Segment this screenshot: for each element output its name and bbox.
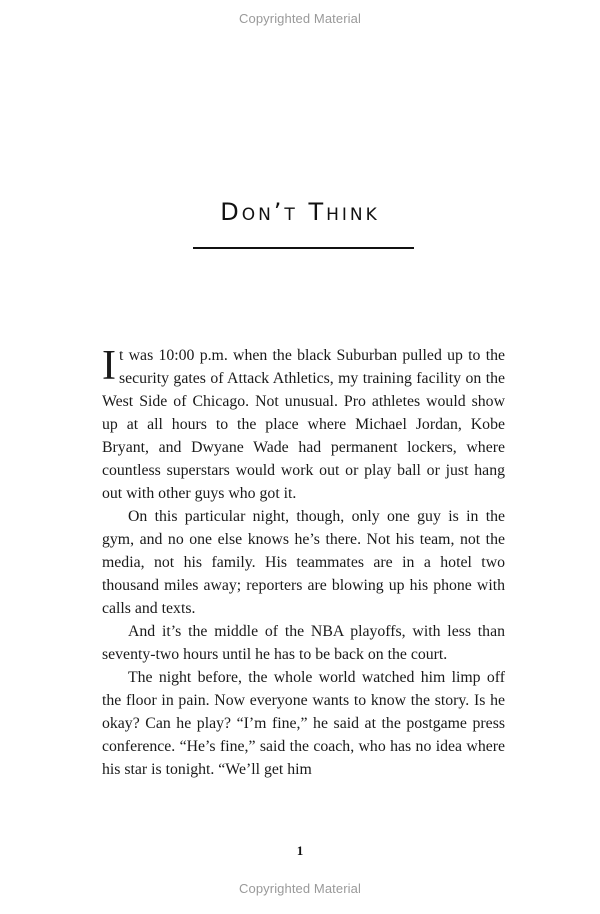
copyright-watermark-top: Copyrighted Material	[239, 11, 361, 26]
paragraph-2: On this particular night, though, only one guy is in the gym, and no one else knows he’s there. Not his team, not the media, not his family. His teammates are in a hotel two thousand miles away; reporters are blowing up his phone with calls and texts.	[102, 508, 505, 617]
copyright-watermark-bottom: Copyrighted Material	[239, 881, 361, 896]
page-number: 1	[296, 843, 304, 858]
chapter-title: Don’t Think	[220, 198, 380, 226]
drop-cap: I	[102, 343, 116, 389]
title-divider	[193, 247, 414, 249]
paragraph-3: And it’s the middle of the NBA playoffs, with less than seventy-two hours until he has to be back on the court.	[102, 623, 505, 663]
paragraph-1	[102, 344, 505, 505]
paragraph-1-text: t was 10:00 p.m. when the black Suburban pulled up to the security gates of Attack Athletics, my training facility on the West Side of Chicago. Not unusual. Pro athletes would show up at all hours to the place where Michael Jordan, Kobe Bryant, and Dwyane Wade had permanent lockers, where countless superstars would work out or play ball or just hang out with other guys who got it.	[102, 347, 505, 502]
paragraph-4: The night before, the whole world watched him limp off the floor in pain. Now everyone wants to know the story. Is he okay? Can he play? “I’m fine,” he said at the postgame press conference. “He’s fine,” said the coach, who has no idea where his star is tonight. “We’ll get him	[102, 669, 505, 778]
chapter-body	[102, 344, 505, 781]
